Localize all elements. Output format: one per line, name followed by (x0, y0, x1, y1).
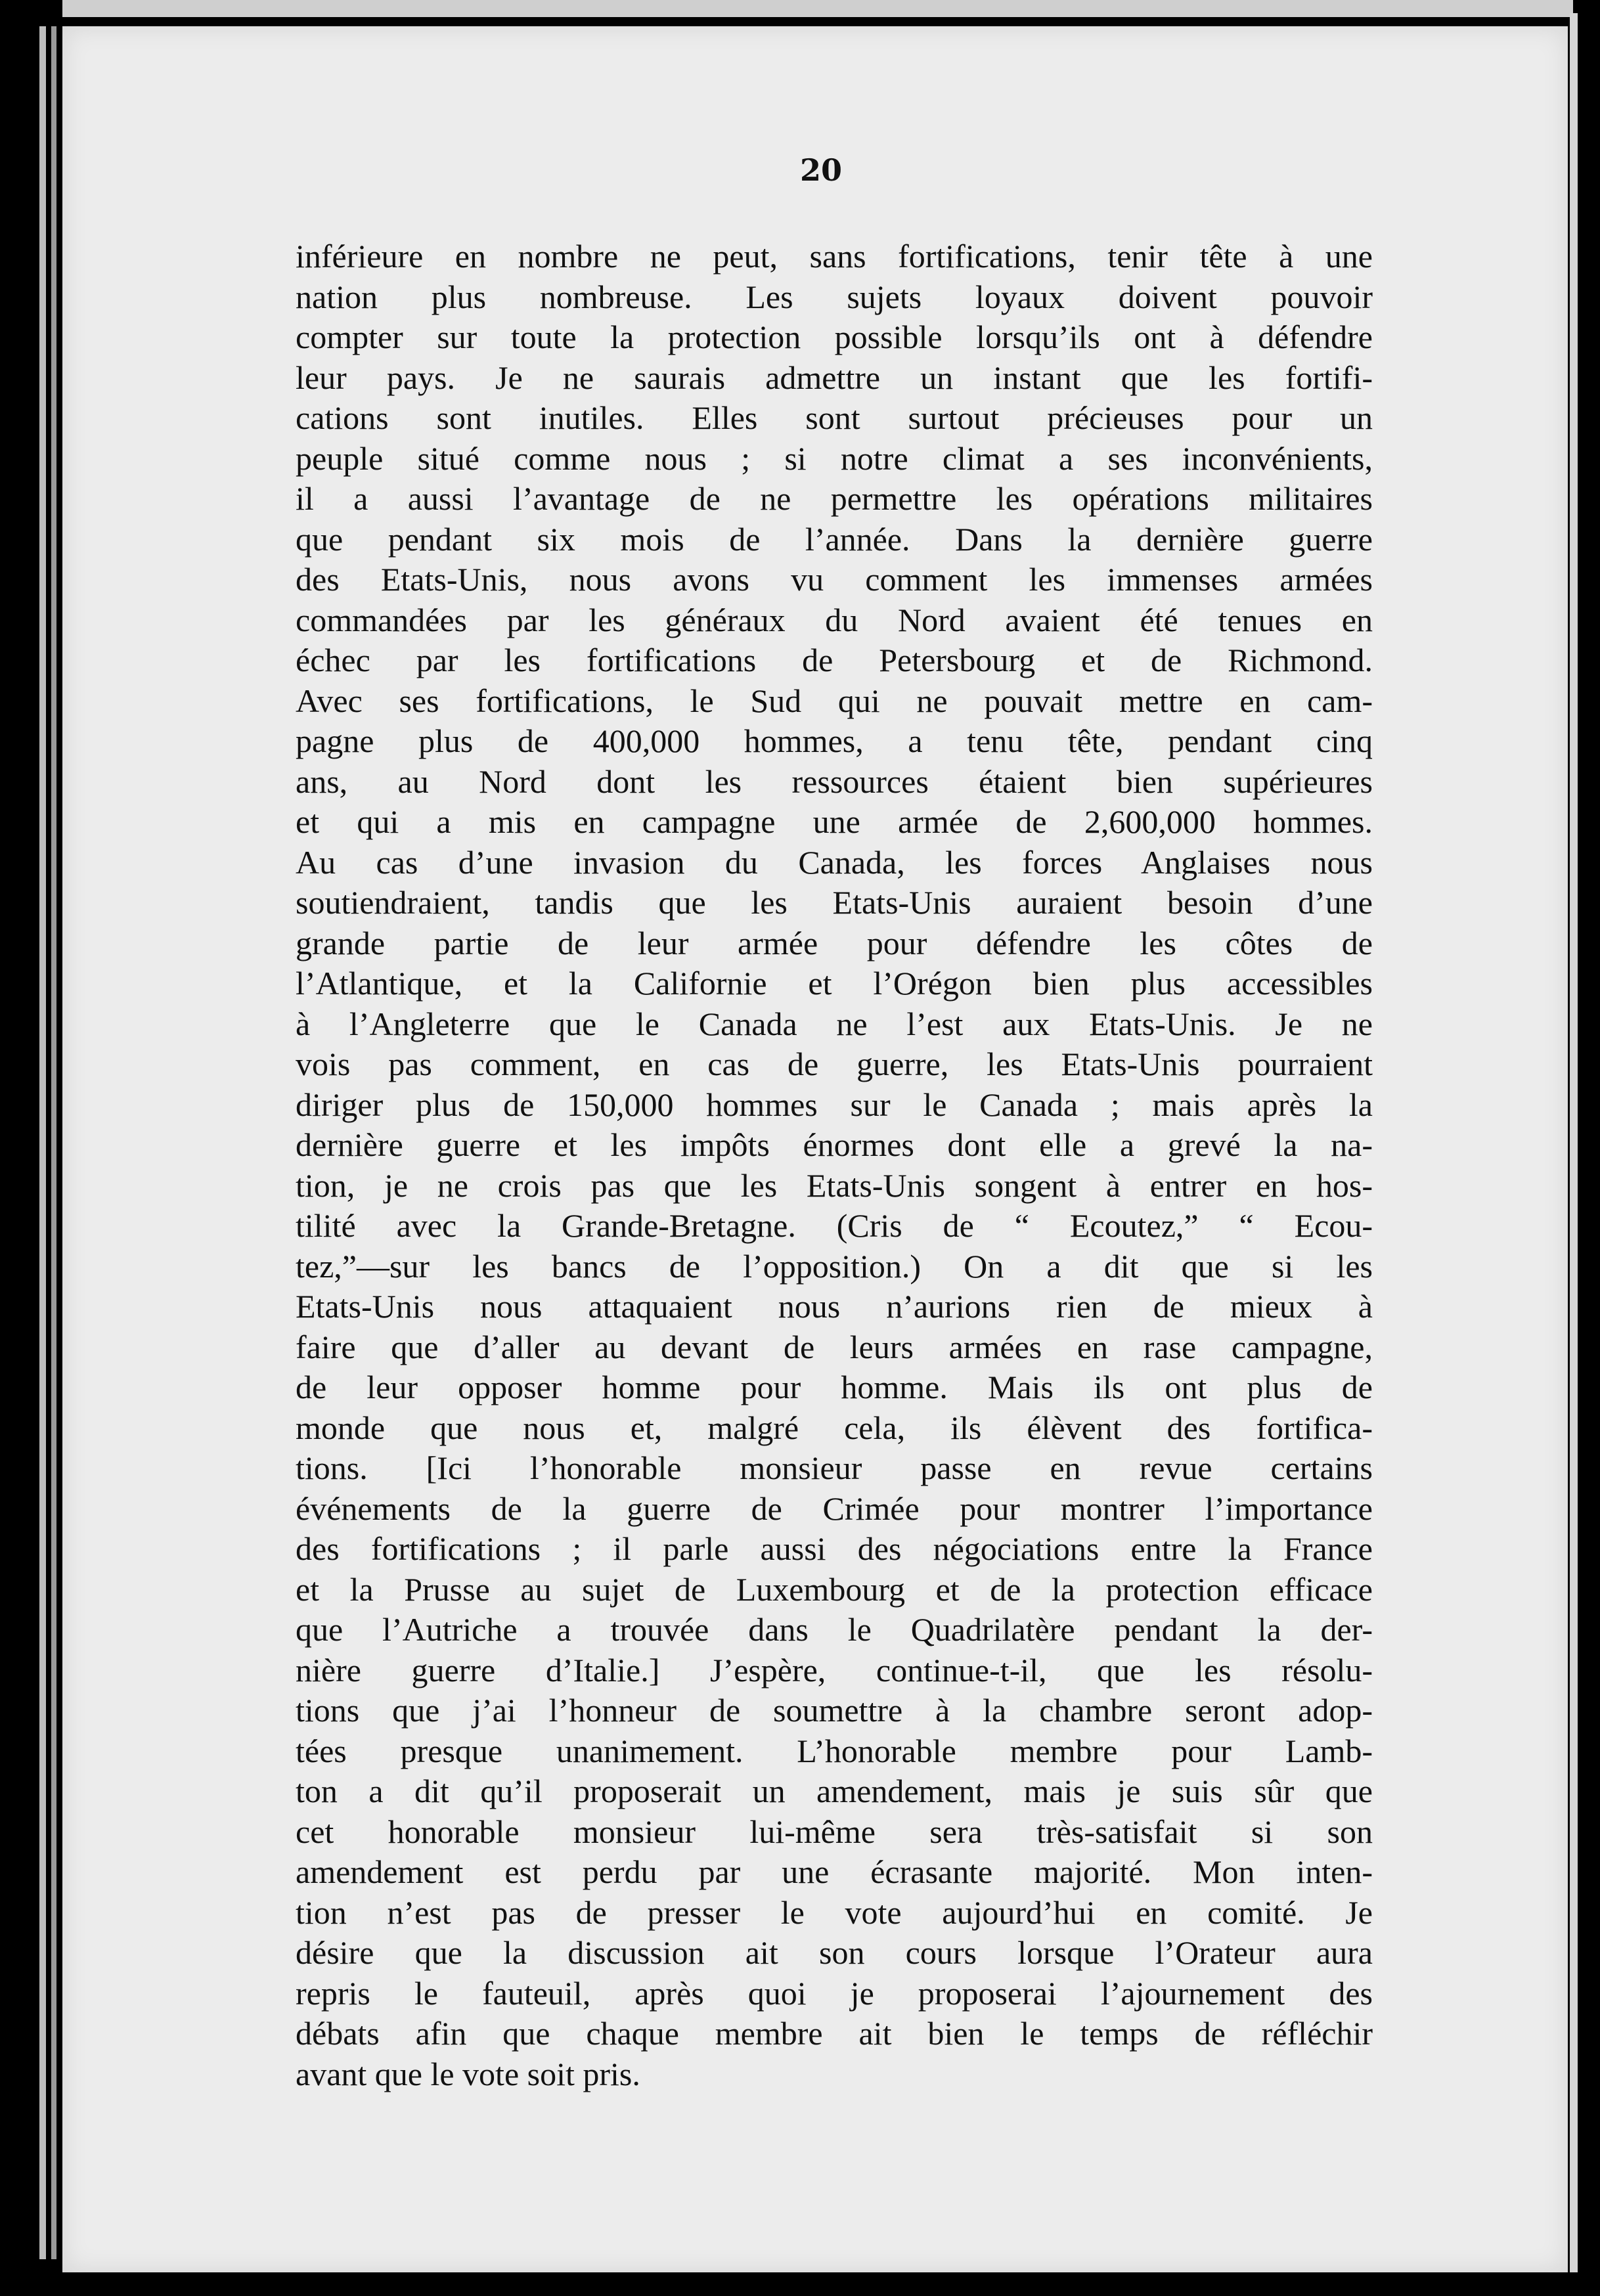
scan-edge-top (62, 0, 1573, 17)
body-text (296, 236, 1373, 2094)
page-number: 20 (799, 152, 842, 188)
text-line: et la Prusse au sujet de Luxembourg et de la protection efficace (296, 1570, 1373, 1608)
text-line: amendement est perdu par une écrasante majorité. Mon inten- (296, 1853, 1373, 1890)
text-line: que l’Autriche a trouvée dans le Quadrilatère pendant la der- (296, 1611, 1373, 1648)
text-line: Etats-Unis nous attaquaient nous n’aurions rien de mieux à (296, 1288, 1373, 1325)
text-line: inférieure en nombre ne peut, sans fortifications, tenir tête à une (296, 238, 1373, 275)
text-line: vois pas comment, en cas de guerre, les Etats-Unis pourraient (296, 1046, 1373, 1082)
text-line: tion n’est pas de presser le vote aujourd’hui en comité. Je (296, 1893, 1373, 1931)
text-line: ans, au Nord dont les ressources étaient bien supérieures (296, 762, 1373, 800)
text-line: cet honorable monsieur lui-même sera très-satisfait si son (296, 1813, 1373, 1850)
text-line-last: avant que le vote soit pris. (296, 2055, 640, 2092)
text-line: ton a dit qu’il proposerait un amendement, mais je suis sûr que (296, 1773, 1373, 1809)
scan-edge-right (1570, 13, 1578, 2272)
scan-edge-left (39, 26, 46, 2259)
text-line: nière guerre d’Italie.] J’espère, continue-t-il, que les résolu- (296, 1651, 1373, 1689)
text-line: grande partie de leur armée pour défendre les côtes de (296, 924, 1373, 961)
text-line: peuple situé comme nous ; si notre climat a ses inconvénients, (296, 439, 1373, 477)
text-line: que pendant six mois de l’année. Dans la dernière guerre (296, 520, 1373, 558)
text-line: et qui a mis en campagne une armée de 2,600,000 hommes. (296, 803, 1373, 840)
text-line: désire que la discussion ait son cours lorsque l’Orateur aura (296, 1934, 1373, 1971)
text-line: nation plus nombreuse. Les sujets loyaux doivent pouvoir (296, 278, 1373, 315)
scan-edge-left-inner (51, 26, 56, 2259)
text-line: des fortifications ; il parle aussi des négociations entre la France (296, 1530, 1373, 1567)
text-line: tilité avec la Grande-Bretagne. (Cris de “ Ecoutez,” “ Ecou- (296, 1207, 1373, 1244)
text-line: tez,”—sur les bancs de l’opposition.) On a dit que si les (296, 1247, 1373, 1285)
text-line: Au cas d’une invasion du Canada, les forces Anglaises nous (296, 843, 1373, 881)
text-line: monde que nous et, malgré cela, ils élèvent des fortifica- (296, 1409, 1373, 1446)
text-line: des Etats-Unis, nous avons vu comment les immenses armées (296, 561, 1373, 598)
text-line: tions. [Ici l’honorable monsieur passe en revue certains (296, 1449, 1373, 1486)
text-line: faire que d’aller au devant de leurs armées en rase campagne, (296, 1328, 1373, 1365)
text-line: échec par les fortifications de Petersbourg et de Richmond. (296, 642, 1373, 678)
text-line: diriger plus de 150,000 hommes sur le Canada ; mais après la (296, 1086, 1373, 1123)
text-line: événements de la guerre de Crimée pour montrer l’importance (296, 1490, 1373, 1527)
text-line: de leur opposer homme pour homme. Mais ils ont plus de (296, 1369, 1373, 1405)
text-line: il a aussi l’avantage de ne permettre les opérations militaires (296, 480, 1373, 517)
text-line: tions que j’ai l’honneur de soumettre à la chambre seront adop- (296, 1692, 1373, 1729)
text-line: tion, je ne crois pas que les Etats-Unis songent à entrer en hos- (296, 1166, 1373, 1204)
text-line: repris le fauteuil, après quoi je proposerai l’ajournement des (296, 1974, 1373, 2012)
text-line: à l’Angleterre que le Canada ne l’est aux Etats-Unis. Je ne (296, 1005, 1373, 1042)
text-line: tées presque unanimement. L’honorable membre pour Lamb- (296, 1732, 1373, 1769)
text-line: leur pays. Je ne saurais admettre un instant que les fortifi- (296, 359, 1373, 396)
text-line: dernière guerre et les impôts énormes dont elle a grevé la na- (296, 1126, 1373, 1163)
text-line: Avec ses fortifications, le Sud qui ne pouvait mettre en cam- (296, 682, 1373, 719)
text-line: l’Atlantique, et la Californie et l’Orégon bien plus accessibles (296, 965, 1373, 1002)
text-line: cations sont inutiles. Elles sont surtout précieuses pour un (296, 399, 1373, 436)
text-line: commandées par les généraux du Nord avaient été tenues en (296, 601, 1373, 638)
text-line: pagne plus de 400,000 hommes, a tenu tête, pendant cinq (296, 722, 1373, 759)
text-line: compter sur toute la protection possible lorsqu’ils ont à défendre (296, 319, 1373, 355)
text-line: soutiendraient, tandis que les Etats-Unis auraient besoin d’une (296, 884, 1373, 921)
text-line: débats afin que chaque membre ait bien le temps de réfléchir (296, 2015, 1373, 2052)
